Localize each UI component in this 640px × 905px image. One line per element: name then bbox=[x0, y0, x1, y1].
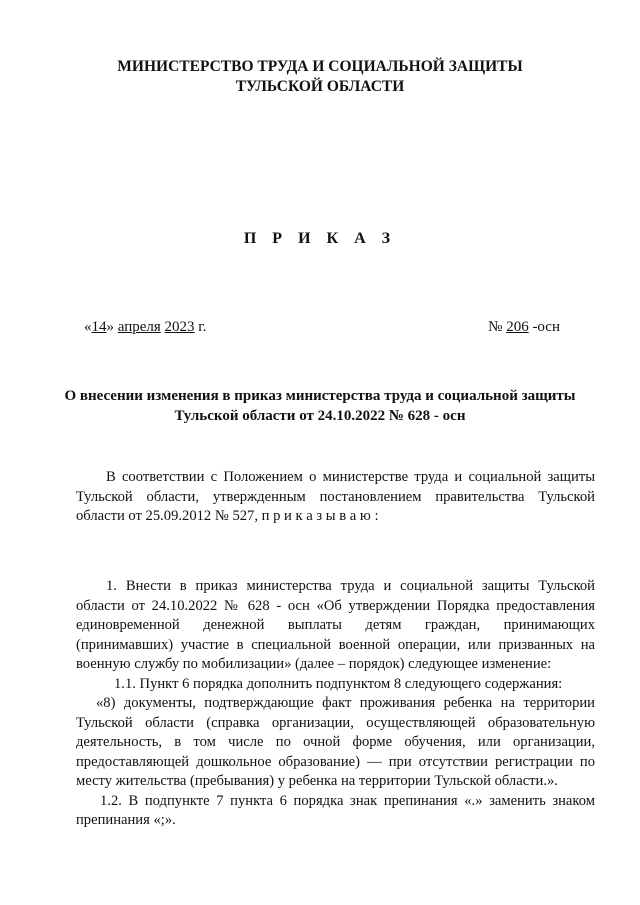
intro-line: области от 25.09.2012 № 527, п р и к а з ы в а ю : bbox=[76, 508, 379, 524]
item-1-line: (принимавших) участие в специальной военной операции, или призванных на bbox=[76, 636, 595, 653]
organization-header bbox=[0, 57, 640, 97]
date-month: апреля bbox=[117, 319, 161, 335]
date-close-quote: » bbox=[106, 319, 114, 335]
date-open-quote: « bbox=[84, 319, 92, 335]
quote-line: Тульской области (справка организации, осуществляющей образовательную bbox=[76, 714, 595, 731]
subject-line-2: Тульской области от 24.10.2022 № 628 - осн bbox=[174, 408, 466, 424]
intro-line: Тульской области, утвержденным постановлением правительства Тульской bbox=[76, 488, 595, 505]
item-1-line: 1. Внести в приказ министерства труда и социальной защиты Тульской bbox=[106, 578, 595, 594]
order-body bbox=[76, 577, 595, 831]
date-number-row bbox=[84, 319, 560, 339]
quote-line: предоставляющей дошкольное образование) — при отсутствии регистрации по bbox=[76, 753, 595, 770]
document-type-title: П Р И К А З bbox=[243, 230, 397, 247]
document-subject bbox=[40, 386, 600, 426]
organization-name-line-2: ТУЛЬСКОЙ ОБЛАСТИ bbox=[235, 78, 405, 95]
item-1-2-line: 1.2. В подпункте 7 пункта 6 порядка знак препинания «.» заменить знаком bbox=[100, 792, 595, 809]
quote-line: месту жительства (пребывания) у ребенка на территории Тульской области.». bbox=[76, 773, 558, 789]
date-year: 2023 bbox=[164, 319, 195, 335]
item-1-line: военную службу по мобилизации» (далее – порядок) следующее изменение: bbox=[76, 656, 552, 672]
document-number bbox=[488, 319, 560, 336]
item-1-line: единовременной денежной выплаты детям граждан, принимающих bbox=[76, 617, 595, 633]
subject-line-1: О внесении изменения в приказ министерства труда и социальной защиты bbox=[64, 388, 576, 404]
quote-line: деятельность, в том числе по очной форме обучения, или организации, bbox=[76, 734, 595, 750]
intro-paragraph bbox=[76, 468, 595, 527]
item-1-2-line: препинания «;». bbox=[76, 812, 176, 828]
number-suffix: -осн bbox=[532, 319, 560, 335]
item-1-line: области от 24.10.2022 № 628 - осн «Об утверждении Порядка предоставления bbox=[76, 597, 595, 614]
intro-line: В соответствии с Положением о министерстве труда и социальной защиты bbox=[106, 469, 595, 485]
document-date bbox=[84, 319, 207, 336]
quote-line: «8) документы, подтверждающие факт проживания ребенка на территории bbox=[96, 695, 595, 711]
number-prefix: № bbox=[488, 319, 503, 335]
date-day: 14 bbox=[91, 319, 107, 335]
date-year-suffix: г. bbox=[198, 319, 207, 335]
item-1-1-line: 1.1. Пункт 6 порядка дополнить подпунктом 8 следующего содержания: bbox=[114, 675, 563, 692]
organization-name-line-1: МИНИСТЕРСТВО ТРУДА И СОЦИАЛЬНОЙ ЗАЩИТЫ bbox=[117, 58, 523, 75]
number-value: 206 bbox=[506, 319, 529, 335]
